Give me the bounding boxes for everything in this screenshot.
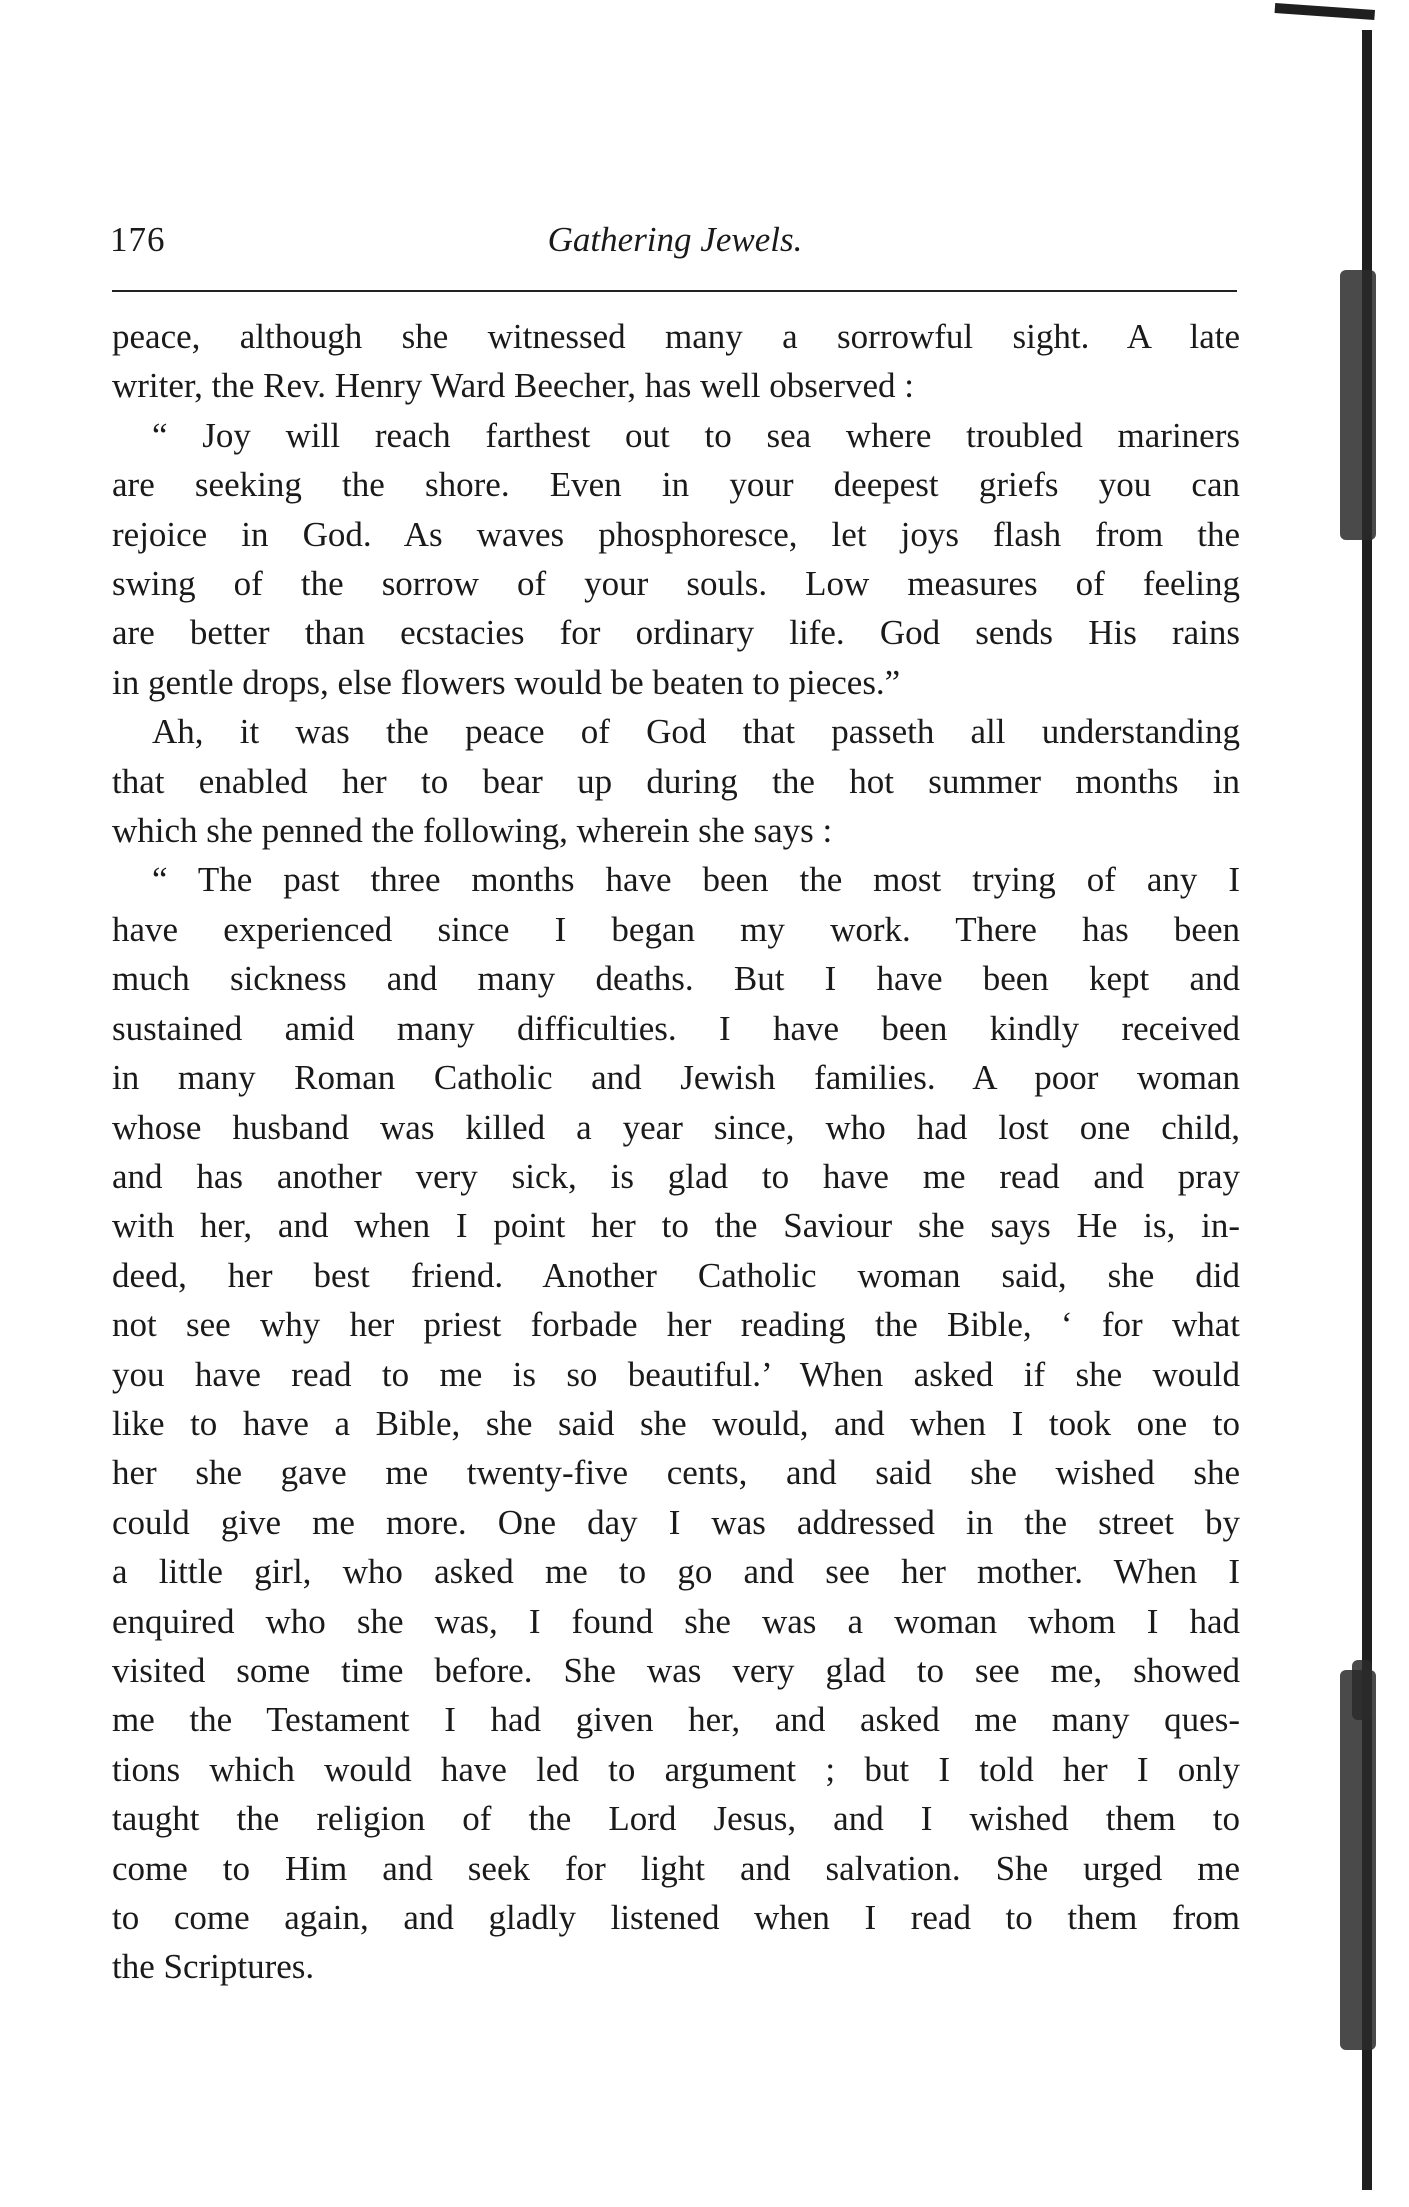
binding-smudge: [1352, 1660, 1372, 1720]
text-line: the Scriptures.: [112, 1947, 315, 1987]
binding-smudge: [1340, 1670, 1376, 2050]
text-line: tions which would have led to argument ; but I told her I only: [112, 1749, 1240, 1789]
text-line: that enabled her to bear up during the hot summer months in: [112, 761, 1240, 801]
text-line: in many Roman Catholic and Jewish families. A poor woman: [112, 1058, 1240, 1098]
running-title: Gathering Jewels.: [547, 220, 803, 259]
text-line: me the Testament I had given her, and asked me many ques-: [112, 1700, 1240, 1740]
text-line: not see why her priest forbade her reading the Bible, ‘ for what: [112, 1305, 1240, 1345]
text-line: come to Him and seek for light and salvation. She urged me: [112, 1848, 1240, 1888]
text-line: have experienced since I began my work. There has been: [112, 909, 1240, 949]
text-line: writer, the Rev. Henry Ward Beecher, has well observed :: [112, 366, 915, 406]
text-line: deed, her best friend. Another Catholic woman said, she did: [112, 1255, 1240, 1295]
text-line: in gentle drops, else flowers would be beaten to pieces.”: [112, 662, 901, 702]
page-number: 176: [110, 220, 166, 259]
text-line: rejoice in God. As waves phosphoresce, let joys flash from the: [112, 514, 1240, 554]
text-line: Ah, it was the peace of God that passeth all understanding: [152, 712, 1240, 752]
text-line: peace, although she witnessed many a sorrowful sight. A late: [112, 317, 1240, 356]
page-header: [110, 220, 1240, 270]
header-rule: [112, 290, 1237, 292]
text-line: you have read to me is so beautiful.’ When asked if she would: [112, 1354, 1240, 1394]
text-line: are better than ecstacies for ordinary life. God sends His rains: [112, 613, 1240, 653]
text-line: “ The past three months have been the most trying of any I: [152, 860, 1240, 900]
text-line: a little girl, who asked me to go and see her mother. When I: [112, 1552, 1240, 1592]
text-line: “ Joy will reach farthest out to sea where troubled mariners: [152, 415, 1240, 455]
binding-top-edge: [1275, 3, 1375, 20]
text-line: could give me more. One day I was addressed in the street by: [112, 1502, 1240, 1542]
text-line: like to have a Bible, she said she would, and when I took one to: [112, 1403, 1240, 1443]
text-line: whose husband was killed a year since, who had lost one child,: [112, 1107, 1240, 1147]
text-line: swing of the sorrow of your souls. Low measures of feeling: [112, 564, 1240, 604]
text-line: with her, and when I point her to the Saviour she says He is, in-: [112, 1206, 1240, 1246]
text-line: which she penned the following, wherein she says :: [112, 811, 833, 851]
text-line: enquired who she was, I found she was a woman whom I had: [112, 1601, 1240, 1641]
text-line: visited some time before. She was very glad to see me, showed: [112, 1650, 1240, 1690]
text-line: much sickness and many deaths. But I have been kept and: [112, 959, 1240, 999]
text-line: taught the religion of the Lord Jesus, and I wished them to: [112, 1799, 1240, 1839]
text-line: and has another very sick, is glad to have me read and pray: [112, 1156, 1240, 1196]
text-line: her she gave me twenty-five cents, and said she wished she: [112, 1453, 1240, 1493]
text-line: to come again, and gladly listened when I read to them from: [112, 1898, 1240, 1937]
body-text: [112, 312, 1240, 1992]
text-line: sustained amid many difficulties. I have been kindly received: [112, 1008, 1240, 1048]
text-line: are seeking the shore. Even in your deepest griefs you can: [112, 465, 1240, 505]
binding-smudge: [1340, 270, 1376, 540]
